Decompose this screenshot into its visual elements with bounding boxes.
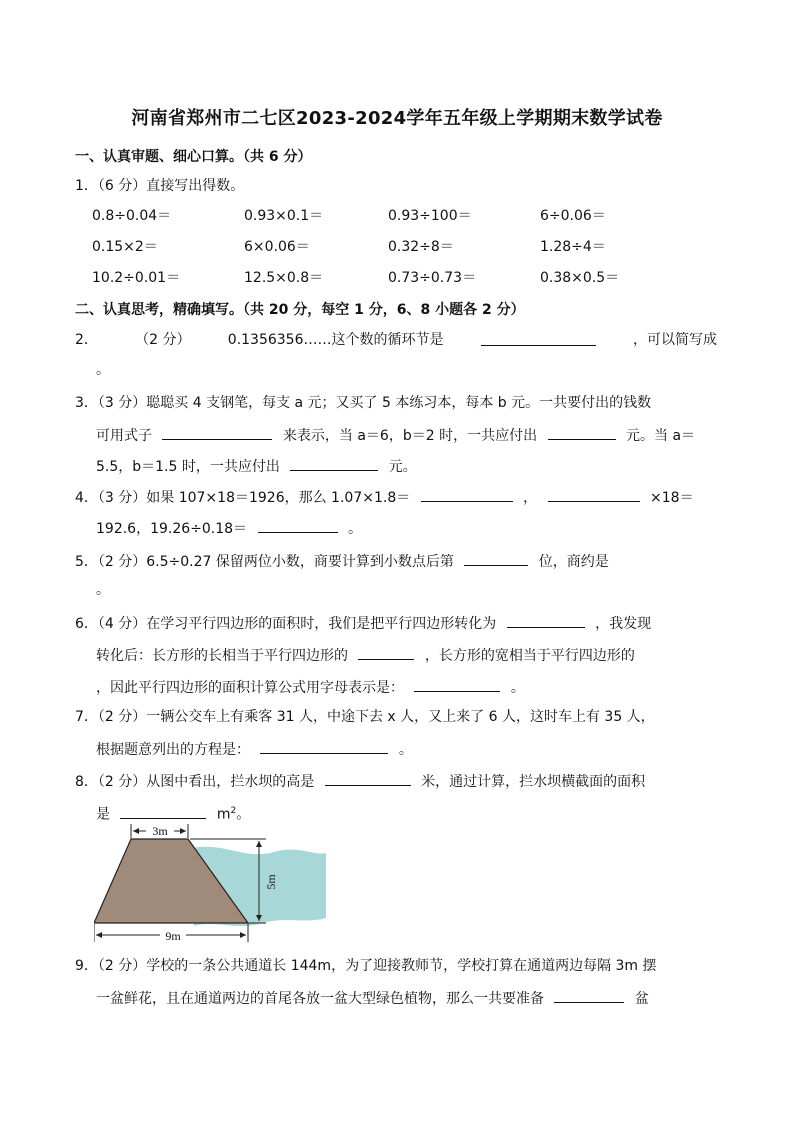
calc-item: 0.32÷8＝	[388, 239, 454, 255]
question-text: 。	[510, 680, 525, 696]
question-text: 6．（4 分）在学习平行四边形的面积时，我们是把平行四边形转化为	[75, 616, 497, 632]
section-1-heading: 一、认真审题、细心口算。（共 6 分）	[75, 149, 312, 165]
question-3-line-2	[96, 424, 695, 446]
calc-item: 10.2÷0.01＝	[92, 270, 181, 286]
answer-blank[interactable]	[258, 517, 338, 533]
question-text: 转化后：长方形的长相当于平行四边形的	[96, 648, 348, 664]
answer-blank[interactable]	[548, 486, 640, 502]
question-number: 2．	[75, 332, 98, 348]
question-score: （2 分）	[135, 332, 191, 348]
question-7-line-2	[96, 738, 413, 760]
question-text: ，	[523, 490, 538, 506]
question-text: 4．（3 分）如果 107×18＝1926，那么 1.07×1.8＝	[75, 490, 411, 506]
arrow-head	[133, 828, 139, 834]
question-text: 米，通过计算，拦水坝横截面的面积	[421, 774, 646, 790]
unit-label: m	[216, 806, 231, 823]
question-6-line-2	[96, 644, 635, 666]
question-text: ×18＝	[650, 490, 694, 506]
question-text: 盆	[634, 991, 649, 1007]
answer-blank[interactable]	[554, 987, 624, 1003]
calc-item: 6×0.06＝	[244, 239, 310, 255]
question-text: ，我发现	[595, 616, 652, 632]
question-3-line-3	[96, 455, 417, 477]
arrow-head	[180, 828, 186, 834]
answer-blank[interactable]	[481, 330, 596, 346]
section-2-heading: 二、认真思考，精确填写。（共 20 分，每空 1 分，6、8 小题各 2 分）	[75, 302, 525, 318]
question-4-line-1	[75, 486, 694, 508]
question-1-stem: 1．（6 分）直接写出得数。	[75, 178, 245, 194]
answer-blank[interactable]	[507, 612, 585, 628]
question-text: 一盆鲜花，且在通道两边的首尾各放一盆大型绿色植物，那么一共要准备	[96, 991, 544, 1007]
height-label: 5m	[264, 874, 278, 890]
answer-blank[interactable]	[358, 644, 414, 660]
question-text: 可用式子	[96, 428, 152, 444]
question-text: 192.6，19.26÷0.18＝	[96, 521, 248, 537]
question-text: 0.1356356……这个数的循环节是	[227, 332, 444, 348]
arrow-head	[256, 841, 262, 847]
answer-blank[interactable]	[120, 803, 206, 819]
calc-item: 0.15×2＝	[92, 239, 158, 255]
question-text: 位，商约是	[538, 554, 609, 570]
calc-item: 0.93÷100＝	[388, 208, 472, 224]
question-text: 8．（2 分）从图中看出，拦水坝的高是	[75, 774, 315, 790]
question-text: 根据题意列出的方程是：	[96, 742, 250, 758]
question-6-line-3	[96, 676, 525, 698]
answer-blank[interactable]	[325, 770, 411, 786]
question-4-line-2	[96, 517, 362, 539]
question-7-line-1: 7．（2 分）一辆公交车上有乘客 31 人，中途下去 x 人，又上来了 6 人，这时车上有 35 人，	[75, 709, 655, 725]
answer-blank[interactable]	[548, 424, 616, 440]
question-2-line-2: 。	[96, 362, 110, 378]
bottom-width-label: 9m	[165, 929, 181, 943]
arrow-head	[240, 932, 246, 938]
answer-blank[interactable]	[260, 738, 388, 754]
question-2-line-1	[75, 330, 717, 350]
question-text: 。	[347, 521, 362, 537]
question-text: 是	[96, 806, 110, 823]
question-6-line-1	[75, 612, 651, 634]
calc-item: 0.38×0.5＝	[540, 270, 620, 286]
question-text: 元。	[388, 459, 417, 475]
calc-item: 0.8÷0.04＝	[92, 208, 172, 224]
question-text: 。	[398, 742, 413, 758]
page-title: 河南省郑州市二七区2023-2024学年五年级上学期期末数学试卷	[131, 108, 663, 129]
calc-item: 6÷0.06＝	[540, 208, 606, 224]
calc-item: 12.5×0.8＝	[244, 270, 324, 286]
top-width-label: 3m	[152, 824, 168, 838]
arrow-head	[96, 932, 102, 938]
question-text: 5.5，b＝1.5 时，一共应付出	[96, 459, 280, 475]
answer-blank[interactable]	[464, 550, 528, 566]
question-text: ，因此平行四边形的面积计算公式用字母表示是：	[96, 680, 404, 696]
question-text: ，可以简写成	[633, 332, 717, 348]
question-text: 。	[236, 806, 251, 823]
question-text: 来表示，当 a＝6，b＝2 时，一共应付出	[282, 428, 538, 444]
answer-blank[interactable]	[290, 455, 378, 471]
question-text: ，长方形的宽相当于平行四边形的	[424, 648, 635, 664]
question-8-line-1	[75, 770, 645, 792]
question-5-line-2: 。	[96, 582, 110, 598]
dam-cross-section-figure	[94, 820, 334, 946]
calc-item: 0.93×0.1＝	[244, 208, 324, 224]
question-text: 元。当 a＝	[626, 428, 696, 444]
question-text: 5．（2 分）6.5÷0.27 保留两位小数，商要计算到小数点后第	[75, 554, 454, 570]
unit-superscript: 2	[230, 806, 237, 816]
calc-item: 1.28÷4＝	[540, 239, 606, 255]
question-9-line-2	[96, 987, 649, 1009]
question-3-line-1: 3．（3 分）聪聪买 4 支钢笔，每支 a 元；又买了 5 本练习本，每本 b 元。一共要付出的钱数	[75, 395, 652, 411]
question-9-line-1: 9．（2 分）学校的一条公共通道长 144m，为了迎接教师节，学校打算在通道两边每隔 3m 摆	[75, 958, 657, 974]
calc-item: 0.73÷0.73＝	[388, 270, 477, 286]
answer-blank[interactable]	[162, 424, 272, 440]
answer-blank[interactable]	[421, 486, 513, 502]
question-5-line-1	[75, 550, 609, 572]
answer-blank[interactable]	[414, 676, 500, 692]
